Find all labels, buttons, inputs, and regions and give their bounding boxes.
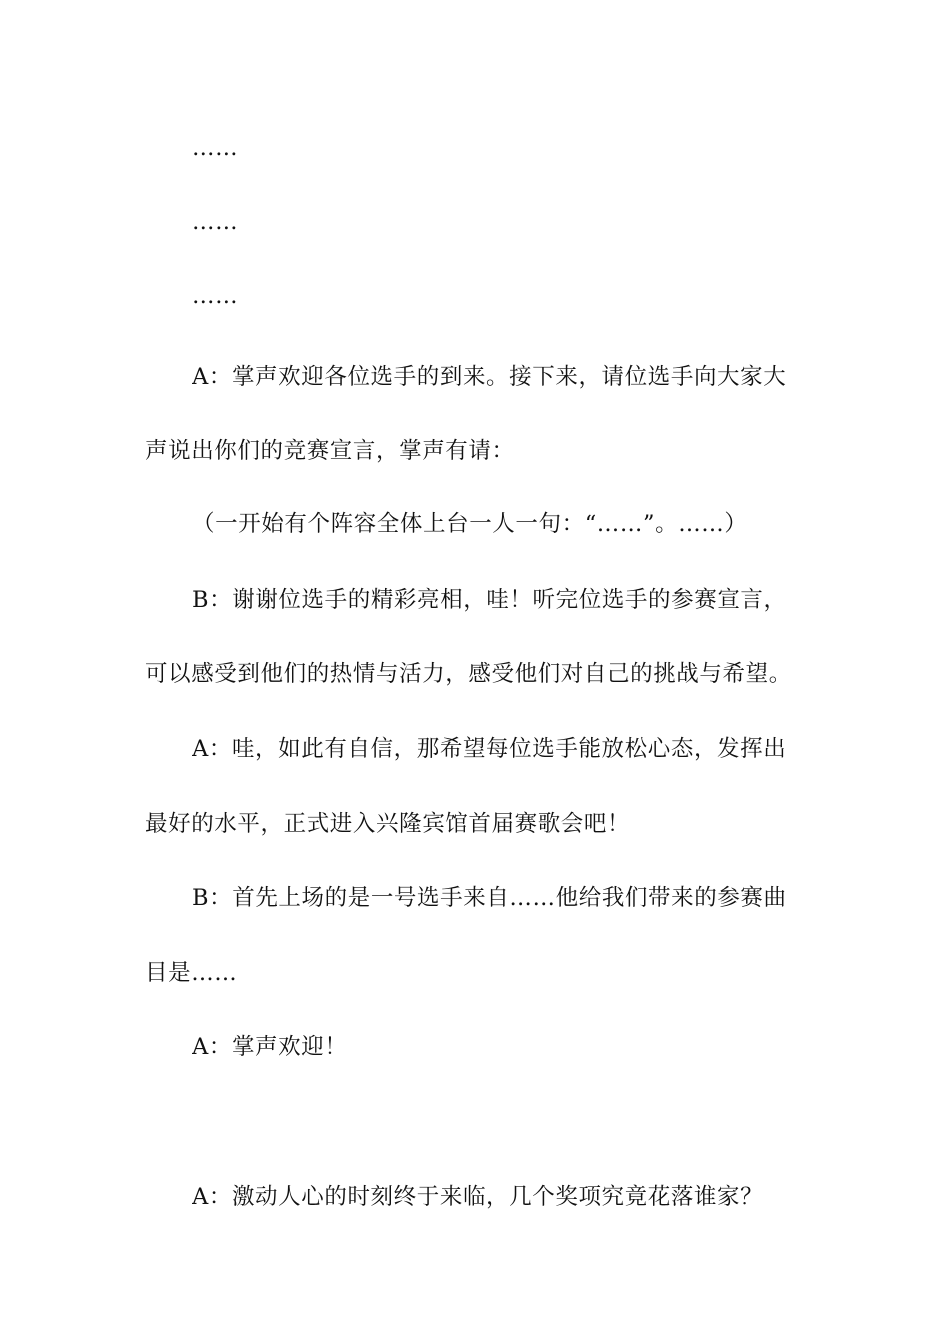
paragraph-line: 声说出你们的竞赛宣言，掌声有请： bbox=[145, 438, 515, 464]
paragraph-line: A：激动人心的时刻终于来临，几个奖项究竟花落谁家？ bbox=[192, 1184, 764, 1210]
paragraph-line: A：哇，如此有自信，那希望每位选手能放松心态，发挥出 bbox=[192, 736, 787, 762]
ellipsis-line: …… bbox=[192, 209, 239, 235]
paragraph-line: B：谢谢位选手的精彩亮相，哇！听完位选手的参赛宣言， bbox=[192, 587, 787, 613]
ellipsis-line: …… bbox=[192, 135, 239, 161]
ellipsis-line: …… bbox=[192, 283, 239, 309]
paragraph-line: 目是…… bbox=[145, 960, 238, 986]
paragraph-line: A：掌声欢迎各位选手的到来。接下来，请位选手向大家大 bbox=[192, 364, 787, 390]
paragraph-line: B：首先上场的是一号选手来自……他给我们带来的参赛曲 bbox=[192, 885, 787, 911]
paragraph-line: A：掌声欢迎！ bbox=[192, 1034, 348, 1060]
stage-direction-line: （一开始有个阵容全体上台一人一句：“……”。……） bbox=[192, 511, 748, 537]
paragraph-line: 最好的水平，正式进入兴隆宾馆首届赛歌会吧！ bbox=[145, 811, 631, 837]
paragraph-line: 可以感受到他们的热情与活力，感受他们对自己的挑战与希望。 bbox=[145, 661, 792, 687]
